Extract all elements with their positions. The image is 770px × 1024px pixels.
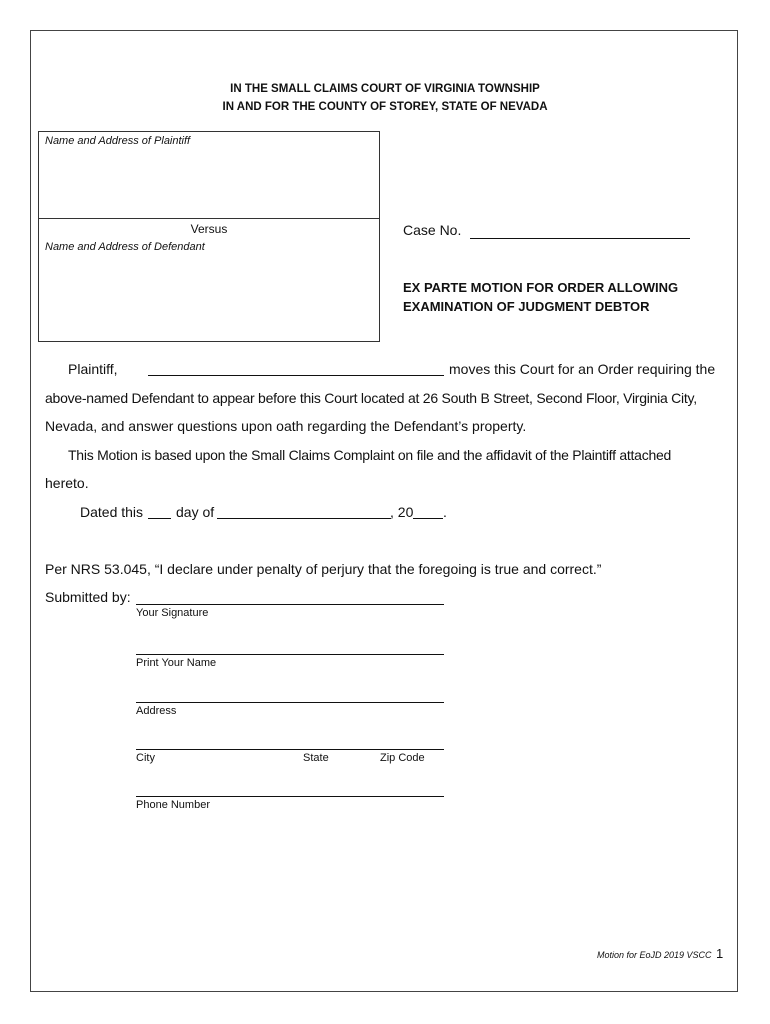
motion-title-line2: EXAMINATION OF JUDGMENT DEBTOR [403,299,650,314]
body-line5: hereto. [45,475,89,491]
plaintiff-name-field[interactable] [148,375,444,376]
case-no-label: Case No. [403,222,462,238]
court-heading-line1: IN THE SMALL CLAIMS COURT OF VIRGINIA TOWNSHIP [230,83,540,95]
phone-field[interactable] [136,796,444,797]
body-line2: above-named Defendant to appear before this Court located at 26 South B Street, Second Floor, Virginia City, [45,390,697,406]
print-name-field[interactable] [136,654,444,655]
plaintiff-prefix: Plaintiff, [68,361,118,377]
dated-this-label: Dated this [80,504,144,520]
state-label: State [303,752,329,764]
versus-label: Versus [190,222,228,236]
address-label: Address [136,705,177,717]
zip-label: Zip Code [380,752,425,764]
case-no-field[interactable] [470,238,690,239]
body-line1-suffix: moves this Court for an Order requiring the [449,361,716,377]
city-label: City [136,752,155,764]
year-field[interactable] [413,518,443,519]
phone-label: Phone Number [136,799,210,811]
print-name-label: Print Your Name [136,657,217,669]
day-field[interactable] [148,518,171,519]
month-field[interactable] [217,518,391,519]
body-line3: Nevada, and answer questions upon oath regarding the Defendant’s property. [45,418,527,434]
form-id: Motion for EoJD 2019 VSCC [597,950,712,960]
plaintiff-label: Name and Address of Plaintiff [45,135,191,147]
body-line4: This Motion is based upon the Small Claims Complaint on file and the affidavit of the Plaintiff attached [68,447,672,463]
your-signature-label: Your Signature [136,607,209,619]
page-number: 1 [716,946,724,961]
defendant-box[interactable] [38,218,380,342]
plaintiff-box[interactable] [38,131,380,219]
dated-period: . [443,504,447,520]
nrs-declaration: Per NRS 53.045, “I declare under penalty of perjury that the foregoing is true and correct.” [45,561,602,577]
submitted-by-label: Submitted by: [45,589,131,605]
address-field[interactable] [136,702,444,703]
defendant-label: Name and Address of Defendant [45,241,205,253]
motion-title-line1: EX PARTE MOTION FOR ORDER ALLOWING [403,280,679,295]
court-heading-line2: IN AND FOR THE COUNTY OF STOREY, STATE OF NEVADA [222,101,548,113]
city-state-zip-field[interactable] [136,749,444,750]
day-of-label: day of [176,504,215,520]
year-prefix: , 20 [390,504,414,520]
signature-field[interactable] [136,604,444,605]
